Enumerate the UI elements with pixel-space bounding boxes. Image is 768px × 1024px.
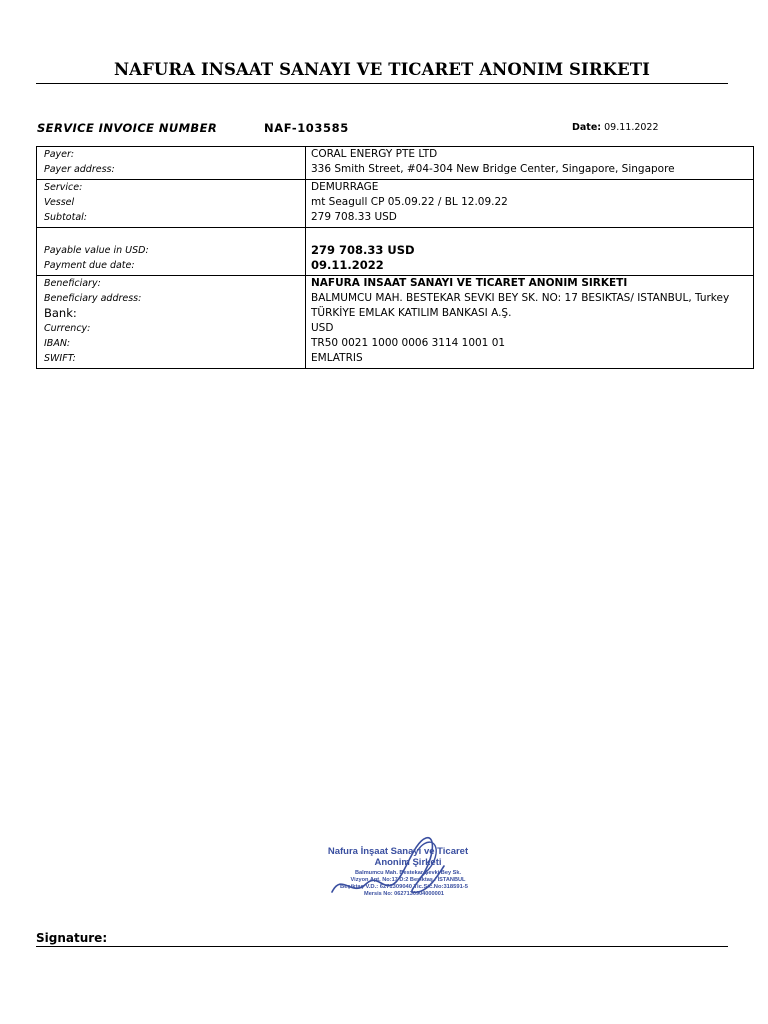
stamp-text	[328, 846, 469, 897]
invoice-number-value: NAF-103585	[264, 121, 349, 135]
company-stamp	[322, 832, 484, 904]
swift-value: EMLATRIS	[311, 352, 363, 364]
stamp-line-3: Balmumcu Mah. Bestekar Şevki Bey Sk.	[354, 870, 462, 876]
payable-row	[37, 228, 754, 276]
beneficiary-address-label: Beneficiary address:	[44, 293, 142, 304]
beneficiary-value: NAFURA INSAAT SANAYI VE TICARET ANONIM SIRKETI	[311, 277, 628, 289]
bank-label: Bank:	[44, 306, 77, 320]
signature-label: Signature:	[36, 931, 108, 945]
payer-address-label: Payer address:	[44, 164, 115, 175]
due-date-value: 09.11.2022	[311, 258, 384, 272]
stamp-line-1: Nafura İnşaat Sanayi ve Ticaret	[327, 846, 469, 857]
company-title: NAFURA INSAAT SANAYI VE TICARET ANONIM SIRKETI	[114, 60, 650, 79]
vessel-value: mt Seagull CP 05.09.22 / BL 12.09.22	[311, 196, 508, 208]
date-label: Date:	[572, 122, 602, 133]
date-value: 09.11.2022	[604, 122, 659, 133]
service-row	[37, 180, 754, 228]
currency-value: USD	[311, 322, 334, 334]
payer-value: CORAL ENERGY PTE LTD	[311, 148, 438, 160]
stamp-line-5: Beşiktaş V.D.: 6271309040 Tic.Sic.No:318591-5	[340, 884, 468, 890]
service-label: Service:	[44, 182, 83, 193]
invoice-table	[36, 146, 754, 369]
payer-label: Payer:	[44, 149, 75, 160]
payable-label: Payable value in USD:	[44, 245, 149, 256]
bank-value: TÜRKİYE EMLAK KATILIM BANKASI A.Ş.	[311, 307, 512, 319]
subtotal-value: 279 708.33 USD	[311, 211, 397, 223]
currency-label: Currency:	[44, 323, 91, 334]
signature-line	[36, 946, 728, 947]
vessel-label: Vessel	[44, 197, 75, 208]
swift-label: SWIFT:	[44, 353, 76, 364]
iban-value: TR50 0021 1000 0006 3114 1001 01	[311, 337, 506, 349]
payable-value: 279 708.33 USD	[311, 243, 415, 257]
subtotal-label: Subtotal:	[44, 212, 88, 223]
payer-row	[37, 147, 754, 180]
beneficiary-address-value: BALMUMCU MAH. BESTEKAR SEVKI BEY SK. NO: 17 BESIKTAS/ ISTANBUL, Turkey	[311, 292, 730, 304]
invoice-number-label: SERVICE INVOICE NUMBER	[37, 121, 218, 135]
stamp-line-2: Anonim Şirketi	[374, 857, 442, 868]
title-underline	[36, 83, 728, 84]
beneficiary-row	[37, 276, 754, 369]
beneficiary-label: Beneficiary:	[44, 278, 101, 289]
stamp-line-4: Vizyon Apt. No:17 D:2 Beşiktaş / İSTANBUL	[350, 877, 466, 883]
payer-address-value: 336 Smith Street, #04-304 New Bridge Center, Singapore, Singapore	[311, 163, 675, 175]
due-date-label: Payment due date:	[44, 260, 135, 271]
stamp-line-6: Mersis No: 0627130904000001	[364, 891, 444, 897]
invoice-date	[572, 122, 659, 133]
service-value: DEMURRAGE	[311, 181, 379, 193]
iban-label: IBAN:	[44, 338, 71, 349]
